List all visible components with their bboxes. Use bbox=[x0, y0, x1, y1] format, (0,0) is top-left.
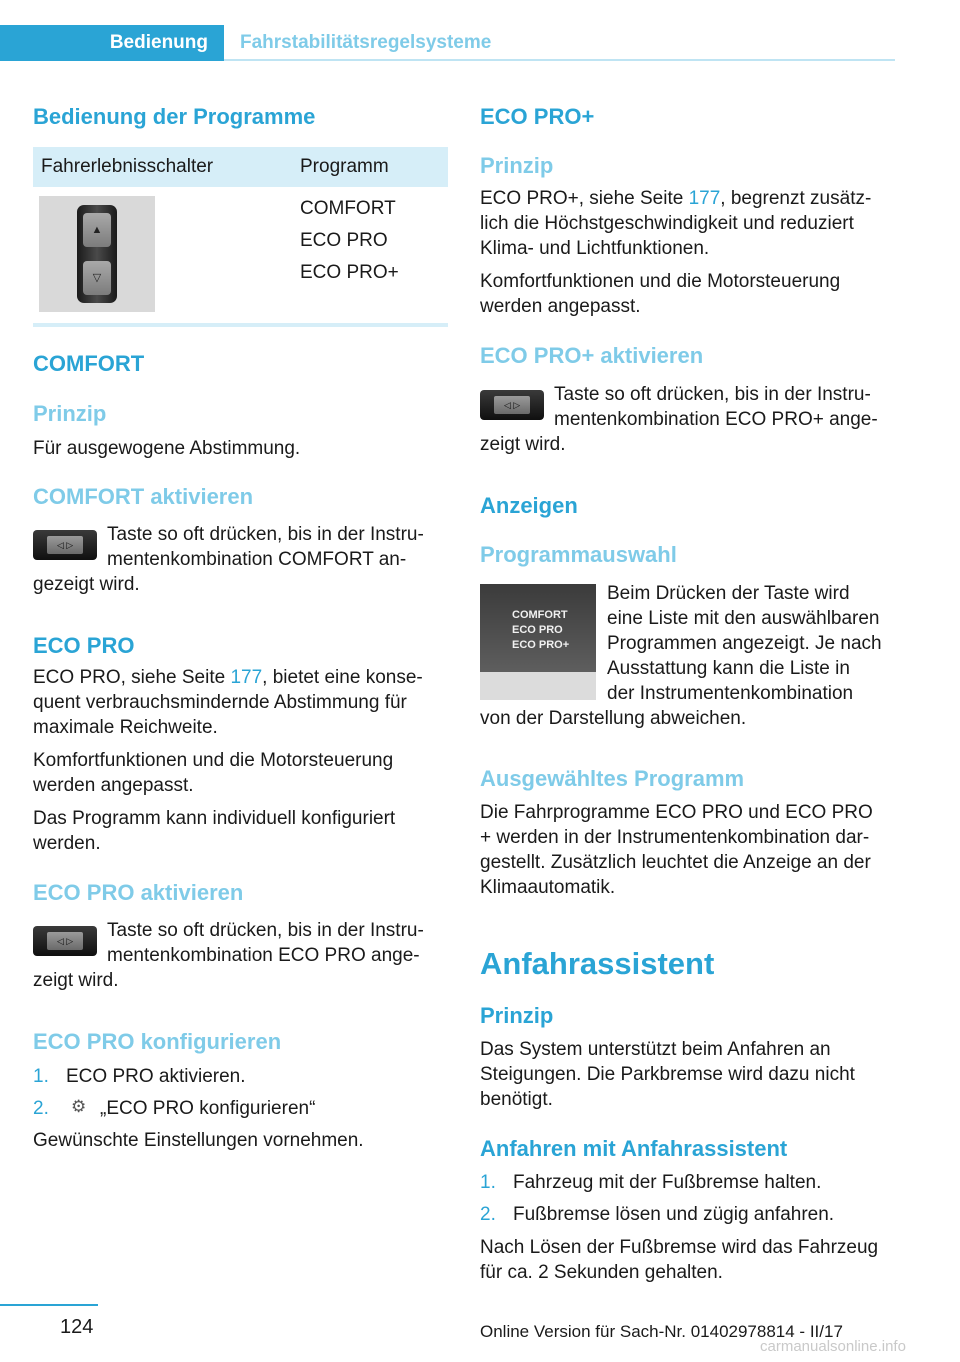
step-text: ECO PRO aktivieren. bbox=[66, 1066, 246, 1087]
online-version-note: Online Version für Sach-Nr. 01402978814 - II/17 bbox=[480, 1322, 843, 1341]
header-section-tab: Bedienung bbox=[0, 25, 224, 61]
selected-program-line: Die Fahrprogramme ECO PRO und ECO PRO bbox=[480, 802, 873, 823]
step-number: 1. bbox=[480, 1172, 496, 1193]
selection-line: Beim Drücken der Taste wird bbox=[607, 583, 850, 604]
programs-table-header bbox=[33, 147, 448, 187]
comfort-heading: COMFORT bbox=[33, 351, 145, 376]
eco-pro-intro-line: maximale Reichweite. bbox=[33, 717, 218, 738]
eco-pro-intro-line: ECO PRO, siehe Seite 177, bietet eine konse‐ bbox=[33, 667, 423, 688]
comfort-activate-line: gezeigt wird. bbox=[33, 574, 140, 595]
page-number-rule bbox=[0, 1304, 98, 1306]
selection-line: eine Liste mit den auswählbaren bbox=[607, 608, 880, 629]
comfort-activate-heading: COMFORT aktivieren bbox=[33, 484, 254, 509]
screen-item: COMFORT bbox=[512, 609, 568, 621]
header-divider bbox=[224, 59, 895, 61]
instrument-display-image bbox=[480, 584, 596, 700]
program-item: COMFORT bbox=[300, 198, 396, 219]
program-selection-heading: Programmauswahl bbox=[480, 542, 677, 567]
selected-program-line: + werden in der Instrumentenkombination dar‐ bbox=[480, 827, 870, 848]
eco-pro-activate-line: Taste so oft drücken, bis in der Instru‐ bbox=[107, 920, 424, 941]
eco-pro-para3-line: werden. bbox=[33, 833, 101, 854]
switch-down-arrow-icon: ▽ bbox=[83, 261, 111, 295]
hill-assist-principle-heading: Prinzip bbox=[480, 1003, 554, 1028]
step-text: Fußbremse lösen und zügig anfahren. bbox=[513, 1204, 835, 1225]
screen-item: ECO PRO bbox=[512, 624, 563, 636]
selected-program-heading: Ausgewähltes Programm bbox=[480, 766, 745, 791]
eco-pro-activate-heading: ECO PRO aktivieren bbox=[33, 880, 244, 905]
step-text: „ECO PRO konfigurieren“ bbox=[100, 1098, 316, 1119]
program-item: ECO PRO+ bbox=[300, 262, 399, 283]
step-number: 2. bbox=[33, 1098, 49, 1119]
eco-pro-after-steps: Gewünschte Einstellungen vornehmen. bbox=[33, 1130, 364, 1151]
eco-pro-plus-intro-line: ECO PRO+, siehe Seite 177, begrenzt zusätz‐ bbox=[480, 188, 872, 209]
switch-button-icon: ◁ ▷ bbox=[480, 390, 544, 420]
eco-pro-plus-activate-heading: ECO PRO+ aktivieren bbox=[480, 343, 704, 368]
table-bottom-rule bbox=[33, 323, 448, 327]
eco-pro-intro-line: quent verbrauchsmindernde Abstimmung für bbox=[33, 692, 407, 713]
eco-pro-plus-intro-line: lich die Höchstgeschwindigkeit und reduziert bbox=[480, 213, 854, 234]
eco-pro-plus-activate-line: Taste so oft drücken, bis in der Instru‐ bbox=[554, 384, 871, 405]
selected-program-line: Klimaautomatik. bbox=[480, 877, 616, 898]
table-col-switch: Fahrerlebnisschalter bbox=[41, 156, 214, 177]
eco-pro-plus-para2-line: werden angepasst. bbox=[480, 296, 641, 317]
comfort-principle-text: Für ausgewogene Abstimmung. bbox=[33, 438, 301, 459]
page-link-177[interactable]: 177 bbox=[230, 667, 263, 688]
hill-assist-after-line: für ca. 2 Sekunden gehalten. bbox=[480, 1262, 723, 1283]
step-text: Fahrzeug mit der Fußbremse halten. bbox=[513, 1172, 822, 1193]
eco-pro-para3-line: Das Programm kann individuell konfiguriert bbox=[33, 808, 396, 829]
eco-pro-plus-activate-line: zeigt wird. bbox=[480, 434, 566, 455]
comfort-principle-heading: Prinzip bbox=[33, 401, 107, 426]
eco-pro-activate-line: zeigt wird. bbox=[33, 970, 119, 991]
eco-pro-heading: ECO PRO bbox=[33, 633, 135, 658]
eco-pro-activate-line: mentenkombination ECO PRO ange‐ bbox=[107, 945, 420, 966]
screen-item: ECO PRO+ bbox=[512, 639, 570, 651]
programs-heading: Bedienung der Programme bbox=[33, 104, 316, 129]
step-number: 2. bbox=[480, 1204, 496, 1225]
table-col-program: Programm bbox=[300, 156, 389, 177]
selection-line: Ausstattung kann die Liste in bbox=[607, 658, 850, 679]
selection-line: der Instrumentenkombination bbox=[607, 683, 854, 704]
switch-button-icon: ◁ ▷ bbox=[33, 530, 97, 560]
page-header bbox=[0, 25, 895, 61]
page-link-177[interactable]: 177 bbox=[688, 188, 721, 209]
page-number: 124 bbox=[60, 1316, 94, 1338]
switch-button-icon: ◁ ▷ bbox=[33, 926, 97, 956]
comfort-activate-line: mentenkombination COMFORT an‐ bbox=[107, 549, 407, 570]
header-chapter-title: Fahrstabilitätsregelsysteme bbox=[240, 32, 492, 53]
step-number: 1. bbox=[33, 1066, 49, 1087]
eco-pro-para2-line: werden angepasst. bbox=[33, 775, 194, 796]
eco-pro-configure-heading: ECO PRO konfigurieren bbox=[33, 1029, 282, 1054]
switch-up-arrow-icon: ▲ bbox=[83, 213, 111, 247]
hill-assist-after-line: Nach Lösen der Fußbremse wird das Fahrzeug bbox=[480, 1237, 879, 1258]
watermark: carmanualsonline.info bbox=[760, 1338, 906, 1355]
displays-heading: Anzeigen bbox=[480, 493, 578, 518]
eco-pro-plus-activate-line: mentenkombination ECO PRO+ ange‐ bbox=[554, 409, 878, 430]
hill-assist-heading: Anfahrassistent bbox=[480, 946, 715, 981]
eco-pro-plus-para2-line: Komfortfunktionen und die Motorsteuerung bbox=[480, 271, 841, 292]
selection-line: Programmen angezeigt. Je nach bbox=[607, 633, 882, 654]
hill-assist-principle-line: Das System unterstützt beim Anfahren an bbox=[480, 1039, 831, 1060]
eco-pro-plus-intro-line: Klima- und Lichtfunktionen. bbox=[480, 238, 710, 259]
hill-assist-principle-line: benötigt. bbox=[480, 1089, 553, 1110]
comfort-activate-line: Taste so oft drücken, bis in der Instru‐ bbox=[107, 524, 424, 545]
driving-experience-switch-image bbox=[39, 196, 155, 312]
hill-assist-use-heading: Anfahren mit Anfahrassistent bbox=[480, 1136, 788, 1161]
program-item: ECO PRO bbox=[300, 230, 388, 251]
eco-pro-plus-principle-heading: Prinzip bbox=[480, 153, 554, 178]
eco-pro-para2-line: Komfortfunktionen und die Motorsteuerung bbox=[33, 750, 394, 771]
eco-pro-plus-heading: ECO PRO+ bbox=[480, 104, 595, 129]
settings-gear-icon: ⚙ bbox=[71, 1097, 87, 1116]
selection-line: von der Darstellung abweichen. bbox=[480, 708, 747, 729]
hill-assist-principle-line: Steigungen. Die Parkbremse wird dazu nicht bbox=[480, 1064, 855, 1085]
selected-program-line: gestellt. Zusätzlich leuchtet die Anzeige an der bbox=[480, 852, 871, 873]
